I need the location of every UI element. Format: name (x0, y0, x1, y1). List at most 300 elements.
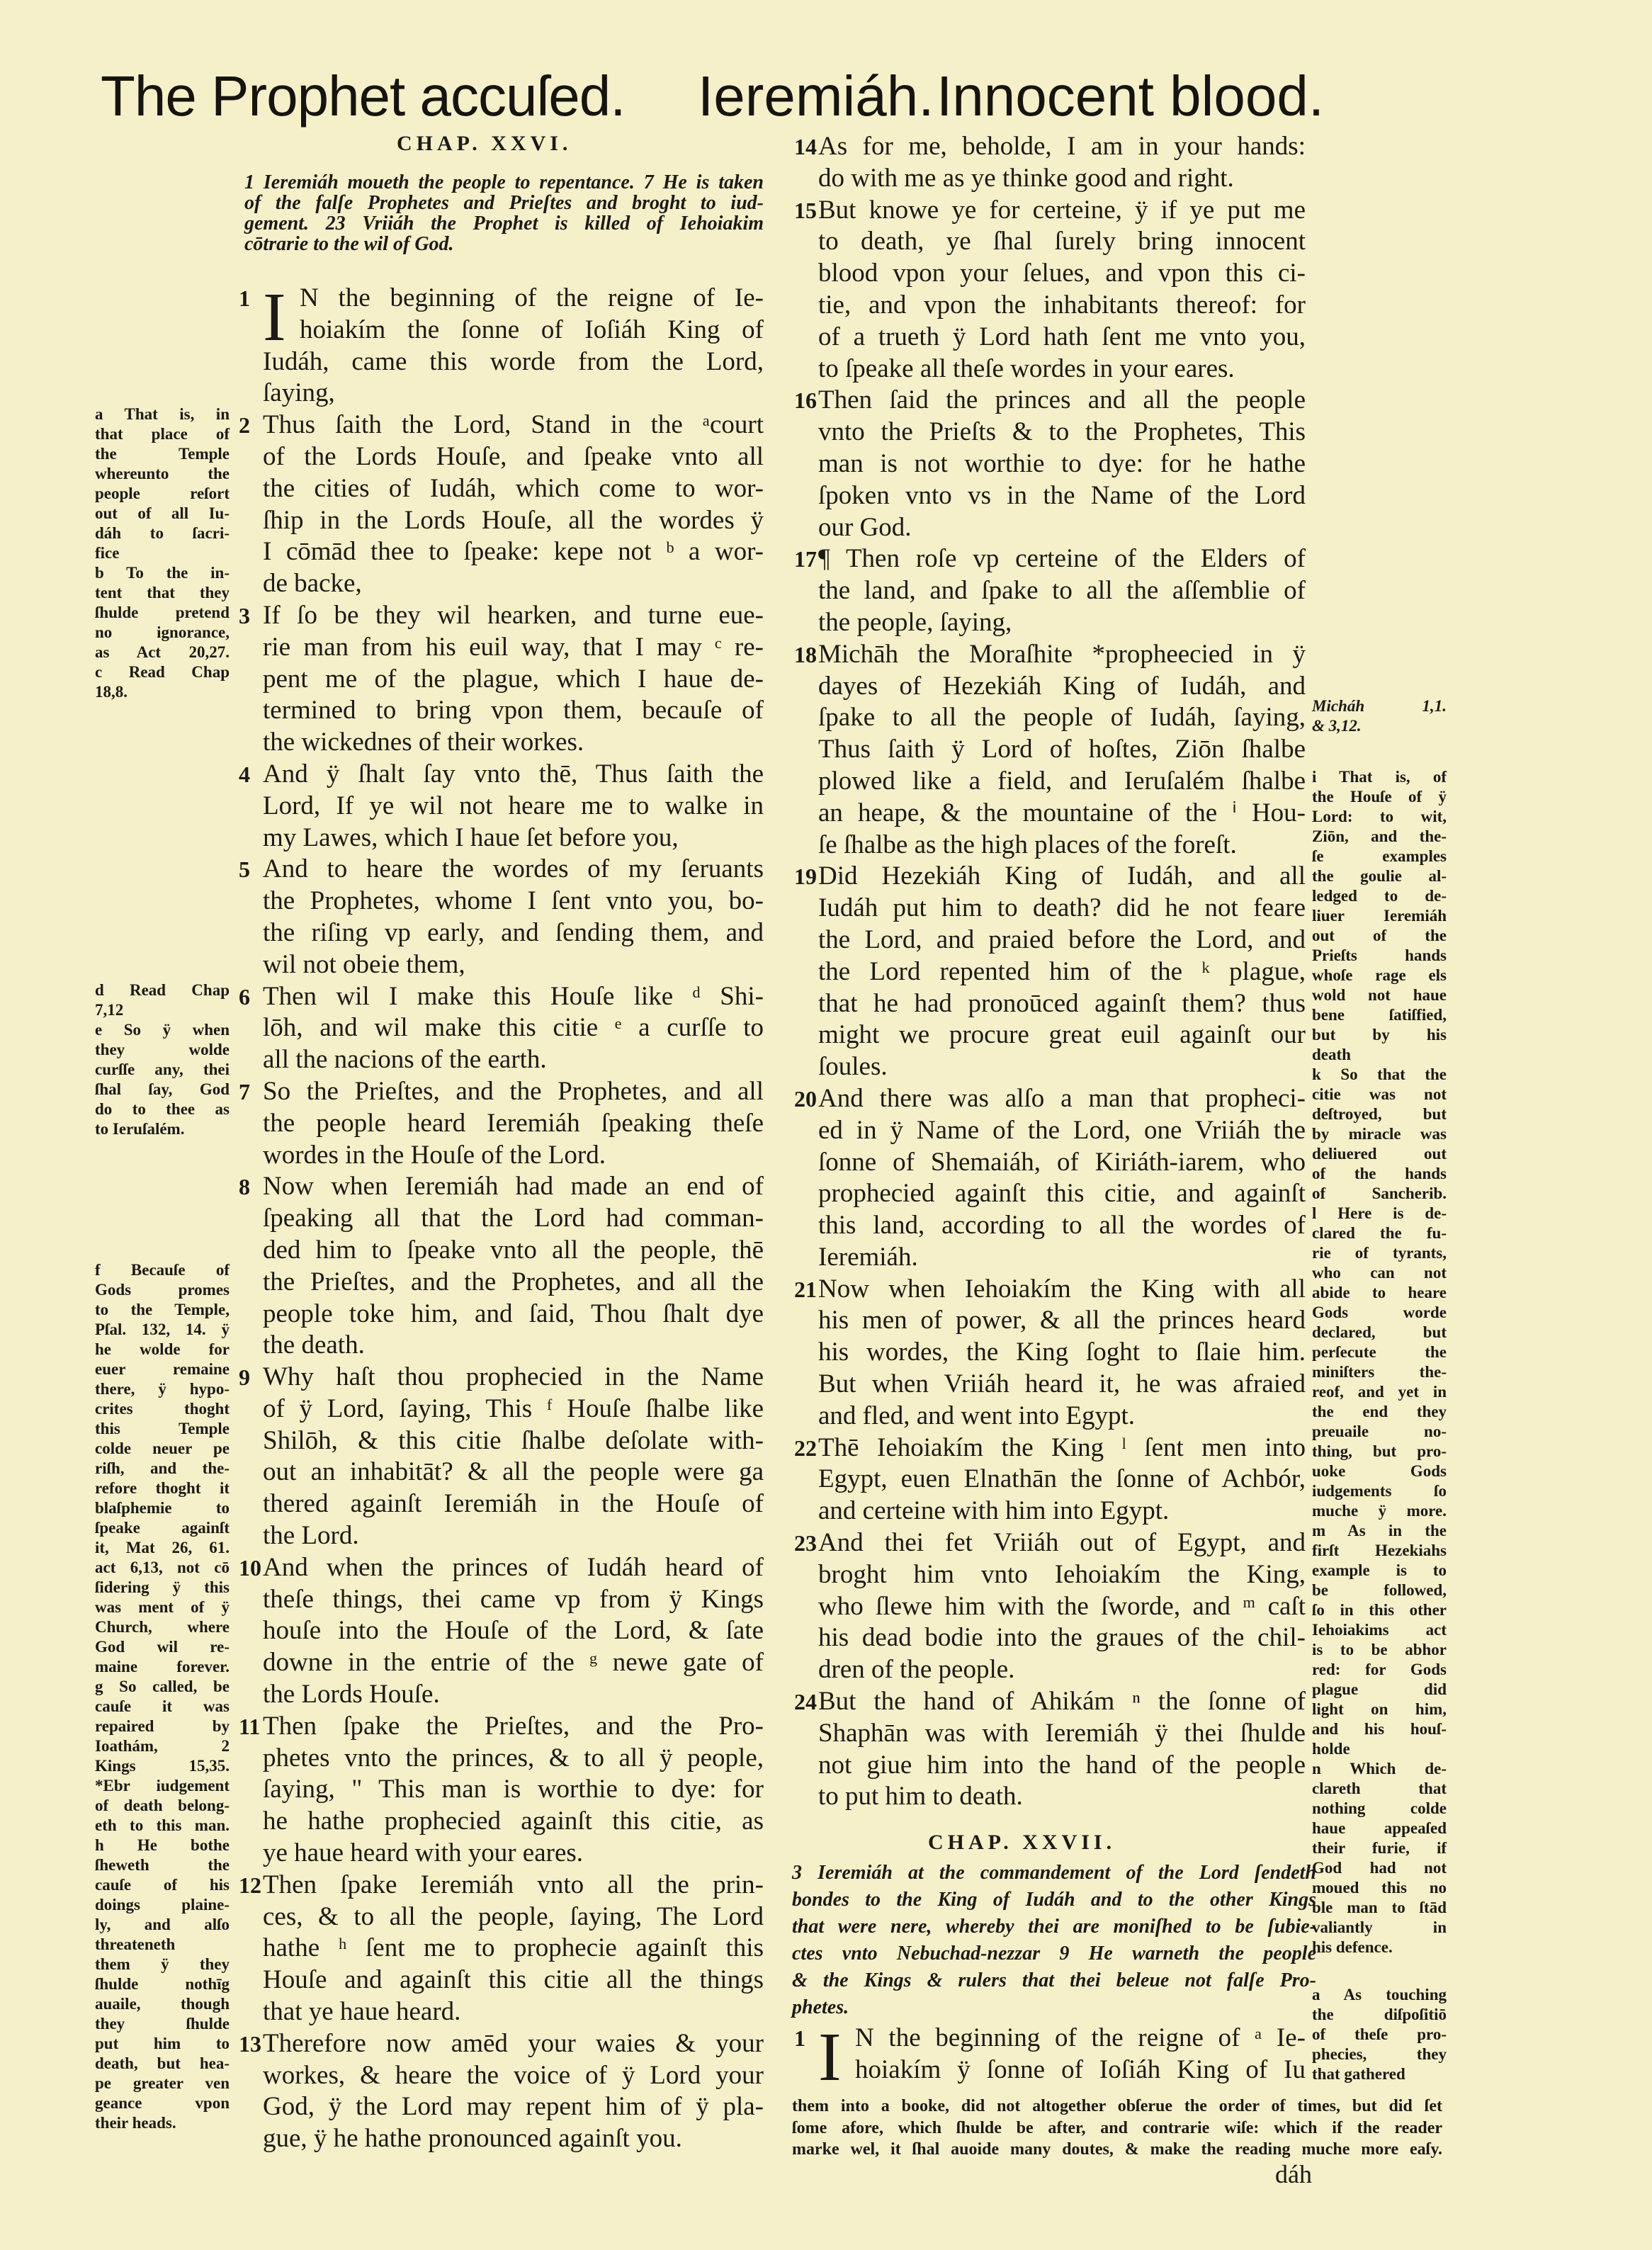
verse-text: And to heare the wordes of my ſeruants (263, 854, 764, 884)
verse-line (818, 1242, 1306, 1274)
note-line: death (1312, 1046, 1351, 1063)
verse-line (263, 664, 764, 696)
note-line: crites thoght (95, 1400, 230, 1418)
verse-text: his men of power, & all the princes heard (818, 1306, 1306, 1335)
verse-number: 18 (794, 641, 817, 667)
note-line: the Houſe of ÿ (1312, 788, 1447, 805)
note-line: muche ÿ more. (1312, 1502, 1447, 1520)
verse-text: ſaying, (263, 378, 335, 408)
note-line: firſt Hezekiahs (1312, 1542, 1447, 1559)
verse-line (263, 568, 764, 600)
summary-line: gement. 23 Vriiáh the Prophet is killed of Iehoiakim (244, 213, 764, 234)
verse-line (818, 1559, 1306, 1591)
note-line: of Sancherib. (1312, 1185, 1447, 1202)
note-line: whoſe rage els (1312, 966, 1447, 984)
verse-line (263, 1933, 764, 1964)
verse-text: the Lord. (263, 1521, 359, 1551)
verse-line (263, 1140, 764, 1172)
verse-line (263, 1488, 764, 1520)
verse-number: 14 (794, 134, 817, 159)
note-line: rie of tyrants, (1312, 1244, 1447, 1262)
verse-text: houſe into the Houſe of the Lord, & ſate (263, 1616, 764, 1646)
note-line: ſhulde nothīg (95, 1975, 230, 1993)
note-line: uoke Gods (1312, 1462, 1447, 1480)
note-line: refore thoght it (95, 1479, 230, 1497)
verse-text: But the hand of Ahikám ⁿ the ſonne of (818, 1687, 1306, 1717)
note-line: marke wel, it ſhal auoide many doutes, & make the reading muche more eaſy. (792, 2140, 1442, 2159)
verse-line (818, 448, 1306, 480)
verse-line (818, 1115, 1306, 1147)
verse-text: the Lords Houſe. (263, 1680, 440, 1709)
verse-line (263, 2060, 764, 2092)
note-line: whereunto the (95, 465, 230, 482)
verse-text: ſpoken vnto vs in the Name of the Lord (818, 480, 1306, 510)
verse-line (263, 1838, 764, 1870)
note-line: ſome afore, which ſhulde be after, and contrarie wiſe: which if the reader (792, 2118, 1442, 2137)
verse-text: and certeine with him into Egypt. (818, 1496, 1170, 1526)
chapter-summary-27 (792, 1860, 1316, 2021)
verse-number: 5 (239, 857, 250, 883)
verse-text: that he had pronoūced againſt them? thus (818, 988, 1306, 1018)
verse-text: pent me of the plague, which I haue de- (263, 664, 764, 694)
verse-line (818, 512, 1306, 544)
verse-line (263, 1330, 764, 1362)
verse-text: downe in the entrie of the ᵍ newe gate of (263, 1648, 764, 1678)
verse-text: N the beginning of the reigne of ᵃ Ie- (855, 2023, 1306, 2052)
note-line: ſhulde pretend (95, 604, 230, 621)
note-line: Ioathám, 2 (95, 1737, 230, 1755)
verse-line (794, 639, 1306, 671)
summary-line: & the Kings & rulers that thei beleue not falſe Pro- (792, 1969, 1316, 1991)
note-line: repaired by (95, 1717, 230, 1735)
verse-text: workes, & heare the voice of ÿ Lord your (263, 2060, 764, 2090)
verse-text: Did Hezekiáh King of Iudáh, and all (818, 861, 1306, 891)
verse-line (794, 385, 1306, 417)
note-line: euer remaine (95, 1360, 230, 1378)
note-line: Gods promes (95, 1281, 230, 1299)
note-line: the Temple (95, 445, 230, 463)
note-line: the end they (1312, 1403, 1447, 1420)
chapter-heading-27: CHAP. XXVII. (928, 1831, 1116, 1854)
note-line: red: for Gods (1312, 1661, 1447, 1678)
note-line: moued this no (1312, 1879, 1447, 1896)
note-line: threateneth (95, 1935, 176, 1953)
note-line: maine forever. (95, 1658, 230, 1675)
verse-line (263, 632, 764, 664)
verse-text: gue, ÿ he hathe pronounced againſt you. (263, 2124, 682, 2154)
verse-line (794, 543, 1306, 575)
margin-note-left (95, 980, 230, 1139)
note-line: the diſpoſitiō (1312, 2006, 1447, 2023)
verse-line (239, 2028, 764, 2060)
verse-line (263, 1615, 764, 1647)
verse-line (239, 600, 764, 632)
note-line: b To the in- (95, 564, 230, 582)
note-line: they ſhulde (95, 2015, 230, 2033)
note-line: reof, and yet in (1312, 1383, 1447, 1401)
note-line: a As touching (1312, 1986, 1447, 2003)
note-line: a That is, in (95, 405, 230, 423)
verse-text: God, ÿ the Lord may repent him of ÿ pla- (263, 2092, 764, 2122)
verse-line (818, 1496, 1306, 1527)
verse-line (263, 1964, 764, 1996)
verse-line (818, 1369, 1306, 1401)
note-line: iudgements ſo (1312, 1482, 1447, 1500)
verse-text: Iudáh, came this worde from the Lord, (263, 346, 764, 376)
verse-line (263, 2123, 764, 2155)
margin-note-right (1312, 1985, 1447, 2084)
verse-line (263, 2091, 764, 2123)
left-text-column (239, 279, 764, 2155)
note-line: example is to (1312, 1561, 1447, 1579)
verse-text: the wickednes of their workes. (263, 728, 584, 757)
verse-text: Houſe and againſt this citie all the things (263, 1965, 764, 1995)
verse-text: As for me, beholde, I am in your hands: (818, 132, 1306, 161)
verse-line (818, 607, 1306, 639)
verse-text: Thē Iehoiakím the King ˡ ſent men into (818, 1432, 1306, 1462)
drop-capital: I (263, 279, 286, 356)
note-line: people reſort (95, 485, 230, 502)
note-line: auaile, though (95, 1995, 230, 2013)
note-line: out of all Iu- (95, 504, 230, 522)
verse-text: and fled, and went into Egypt. (818, 1401, 1135, 1430)
note-line: & 3,12. (1312, 717, 1362, 735)
verse-line (818, 893, 1306, 925)
verse-number: 9 (239, 1364, 250, 1391)
verse-line (263, 822, 764, 854)
verse-number: 13 (239, 2030, 261, 2057)
verse-text: wil not obeie them, (263, 949, 465, 979)
note-line: as Act 20,27. (95, 643, 230, 661)
verse-text: And when the princes of Iudáh heard of (263, 1552, 764, 1582)
note-line: ble man to ſtād (1312, 1899, 1447, 1916)
note-line: light on him, (1312, 1700, 1447, 1718)
verse-line (263, 505, 764, 537)
note-line: their heads. (95, 2114, 176, 2132)
verse-text: lōh, and wil make this citie ᵉ a curſſe to (263, 1013, 764, 1043)
note-line: deſtroyed, but (1312, 1105, 1447, 1123)
chapter-heading-26: CHAP. XXVI. (397, 132, 572, 155)
verse-number: 24 (794, 1689, 817, 1715)
verse-number: 23 (794, 1530, 817, 1556)
summary-line: 3 Ieremiáh at the commandement of the Lord ſendeth (792, 1862, 1316, 1884)
verse-line (794, 1432, 1306, 1464)
verse-text: all the nacions of the earth. (263, 1045, 547, 1075)
verse-line (818, 258, 1306, 290)
note-line: they wolde (95, 1041, 230, 1058)
verse-number: 6 (239, 983, 250, 1010)
note-line: Gods worde (1312, 1304, 1447, 1321)
verse-line (818, 1147, 1306, 1179)
verse-line (263, 949, 764, 981)
verse-line (239, 1552, 764, 1584)
verse-text: hoiakím ÿ ſonne of Ioſiáh King of Iu (855, 2054, 1306, 2084)
note-line: clareth that (1312, 1780, 1447, 1797)
note-line: holde (1312, 1740, 1350, 1758)
note-line: was ment of ÿ (95, 1598, 230, 1616)
note-line: is to be abhor (1312, 1641, 1447, 1658)
note-line: bene ſatiſfied, (1312, 1006, 1447, 1024)
verse-text: dayes of Hezekiáh King of Iudáh, and (818, 671, 1306, 701)
summary-line: cōtrarie to the wil of God. (244, 233, 454, 255)
verse-text: ces, & to all the people, ſaying, The Lord (263, 1901, 764, 1931)
verse-text: his dead bodie into the graues of the chil- (818, 1623, 1306, 1653)
catchword: dáh (1275, 2160, 1312, 2188)
verse-number: 11 (239, 1713, 261, 1739)
verse-text: Then ſpake the Prieſtes, and the Pro- (263, 1711, 764, 1741)
note-line: them into a booke, did not altogether obſerue the order of times, but did ſet (792, 2097, 1442, 2115)
verse-text: the cities of Iudáh, which come to wor- (263, 473, 764, 503)
verse-text: people toke him, and ſaid, Thou ſhalt dye (263, 1299, 764, 1328)
verse-text: to ſpeake all theſe wordes in your eares. (818, 354, 1235, 383)
verse-text: Now when Iehoiakím the King with all (818, 1274, 1306, 1304)
note-line: and his houſ- (1312, 1720, 1447, 1738)
note-line: nothing colde (1312, 1799, 1447, 1817)
verse-number: 20 (794, 1085, 817, 1112)
verse-text: Thus ſaith the Lord, Stand in the ᵃcourt (263, 410, 764, 440)
verse-line (263, 1299, 764, 1330)
note-line: cauſe it was (95, 1697, 230, 1715)
note-line: no ignorance, (95, 623, 230, 641)
note-line: but by his (1312, 1026, 1447, 1044)
verse-text: termined to bring vpon them, becauſe of (263, 696, 764, 725)
note-continuation (792, 2096, 1442, 2161)
verse-text: vnto the Prieſts & to the Prophetes, This (818, 417, 1306, 447)
verse-text: Therefore now amēd your waies & your (263, 2028, 764, 2058)
verse-text: ſonne of Shemaiáh, of Kiriáth-iarem, who (818, 1147, 1306, 1177)
verse-line (263, 1806, 764, 1838)
verse-line (263, 1901, 764, 1933)
verse-line (263, 791, 764, 822)
note-line: this Temple (95, 1420, 230, 1437)
verse-text: Shaphān was with Ieremiáh ÿ thei ſhulde (818, 1718, 1306, 1748)
note-line: *Ebr iudgement (95, 1777, 230, 1794)
note-line: ſidering ÿ this (95, 1578, 230, 1596)
note-line: 18,8. (95, 683, 128, 701)
verse-text: might we procure great euil againſt our (818, 1020, 1306, 1050)
verse-text: of a trueth ÿ Lord hath ſent me vnto you, (818, 322, 1306, 351)
note-line: God wil re- (95, 1638, 230, 1656)
verse-text: wordes in the Houſe of the Lord. (263, 1140, 606, 1170)
verse-text: ſpeaking all that the Lord had comman- (263, 1204, 764, 1233)
margin-note-left (95, 405, 230, 702)
verse-line (818, 798, 1306, 830)
verse-number: 17 (794, 546, 817, 572)
summary-line: phetes. (792, 1996, 849, 2018)
note-line: Pſal. 132, 14. ÿ (95, 1321, 230, 1338)
verse-line (818, 925, 1306, 956)
verse-text: of the Lords Houſe, and ſpeake vnto all (263, 441, 764, 471)
note-line: haue appeaſed (1312, 1819, 1447, 1837)
verse-line (263, 886, 764, 917)
verse-line (239, 981, 764, 1013)
verse-text: he hathe prophecied againſt this citie, as (263, 1807, 764, 1836)
verse-text: our God. (818, 512, 912, 542)
verse-text: ſpake to all the people of Iudáh, ſaying, (818, 703, 1306, 733)
note-line: tent that they (95, 584, 230, 601)
chapter-27-text (794, 2019, 1306, 2096)
verse-text: hoiakím the ſonne of Ioſiáh King of (300, 315, 764, 344)
note-line: ſpeake againſt (95, 1519, 230, 1537)
verse-line (818, 1305, 1306, 1337)
verse-text: this land, according to all the wordes of (818, 1211, 1306, 1240)
verse-line (263, 695, 764, 727)
note-line: death, but hea- (95, 2054, 230, 2072)
verse-text: Shilōh, & this citie ſhalbe deſolate with- (263, 1425, 764, 1455)
verse-text: Egypt, euen Elnathān the ſonne of Achbór, (818, 1464, 1306, 1494)
note-line: liuer Ieremiáh (1312, 907, 1447, 925)
verse-text: plowed like a field, and Ieruſalém ſhalbe (818, 766, 1306, 796)
verse-line (263, 346, 764, 378)
cross-reference-note (1312, 696, 1447, 736)
verse-text: So the Prieſtes, and the Prophetes, and all (263, 1076, 764, 1106)
note-line: Kings 15,35. (95, 1757, 230, 1775)
verse-line (794, 1527, 1306, 1559)
verse-text: But knowe ye for certeine, ÿ if ye put me (818, 195, 1306, 225)
note-line: Ziōn, and the- (1312, 827, 1447, 845)
verse-text: Then ſaid the princes and all the people (818, 385, 1306, 415)
verse-text: an heape, & the mountaine of the ⁱ Hou- (818, 798, 1306, 827)
verse-line (263, 1108, 764, 1140)
verse-line (818, 417, 1306, 448)
verse-line (263, 727, 764, 759)
verse-text: I cōmād thee to ſpeake: kepe not ᵇ a wor- (263, 537, 764, 567)
verse-text: the people heard Ieremiáh ſpeaking theſe (263, 1108, 764, 1138)
verse-text: my Lawes, which I haue ſet before you, (263, 822, 679, 852)
verse-text: the riſing vp early, and ſending them, and (263, 917, 764, 947)
verse-line (263, 1774, 764, 1806)
verse-text: ye haue heard with your eares. (263, 1838, 584, 1868)
note-line: his defence. (1312, 1938, 1393, 1956)
verse-text: of ÿ Lord, ſaying, This ᶠ Houſe ſhalbe like (263, 1393, 764, 1423)
note-line: them ÿ they (95, 1955, 230, 1973)
note-line: wold not haue (1312, 986, 1447, 1004)
verse-number: 1 (239, 286, 250, 311)
verse-line (239, 1870, 764, 1901)
verse-number: 22 (794, 1435, 817, 1461)
verse-line (818, 1718, 1306, 1750)
note-line: c Read Chap (95, 663, 230, 681)
note-line: preuaile no- (1312, 1423, 1447, 1440)
verse-number: 3 (239, 602, 250, 628)
note-line: geance vpon (95, 2094, 230, 2112)
verse-line (818, 290, 1306, 322)
note-line: valiantly in (1312, 1918, 1447, 1936)
note-line: g So called, be (95, 1678, 230, 1695)
summary-line: that were nere, whereby thei are moniſhed to be ſubie- (792, 1916, 1316, 1938)
verse-number: 19 (794, 864, 817, 890)
verse-line (239, 1171, 764, 1203)
verse-text: his wordes, the King ſoght to ſlaie him. (818, 1338, 1306, 1367)
verse-number: 8 (239, 1174, 250, 1200)
verse-line (263, 378, 764, 409)
running-head-right: Innocent blood. (937, 64, 1325, 128)
verse-line (818, 702, 1306, 734)
verse-line (818, 163, 1306, 195)
verse-line (263, 1012, 764, 1044)
verse-text: prophecied againſt this citie, and againſt (818, 1179, 1306, 1209)
verse-text: broght him vnto Iehoiakím the King, (818, 1559, 1306, 1589)
verse-text: to put him to death. (818, 1782, 1023, 1811)
note-line: e So ÿ when (95, 1021, 230, 1039)
verse-line (239, 854, 764, 886)
verse-number: 16 (794, 388, 817, 414)
verse-line (263, 1584, 764, 1616)
verse-line (263, 1679, 764, 1711)
verse-line (818, 226, 1306, 258)
note-line: ly, and alſo (95, 1916, 230, 1933)
verse-text: who ſlewe him with the ſworde, and ᵐ caſt (818, 1591, 1306, 1621)
verse-line (818, 766, 1306, 798)
note-line: be followed, (1312, 1581, 1447, 1599)
verse-text: ded him to ſpeake vnto all the people, thē (263, 1235, 764, 1265)
note-line: perſecute the (1312, 1343, 1447, 1361)
verse-line (239, 759, 764, 791)
verse-line (263, 1393, 764, 1425)
note-line: Micháh 1,1. (1312, 697, 1447, 715)
note-line: ſhal ſay, God (95, 1080, 230, 1098)
note-line: there, ÿ hypo- (95, 1380, 230, 1398)
verse-line (818, 1210, 1306, 1242)
note-line: miniſters the- (1312, 1363, 1447, 1381)
verse-line (818, 734, 1306, 766)
verse-number: 7 (239, 1078, 250, 1104)
summary-line: ctes vnto Nebuchad-nezzar 9 He warneth the people (792, 1943, 1316, 1964)
note-line: riſh, and the- (95, 1459, 230, 1477)
note-line: thing, but pro- (1312, 1442, 1447, 1460)
verse-line (818, 1401, 1306, 1432)
verse-line (818, 322, 1306, 354)
verse-line (818, 671, 1306, 703)
note-line: pe greater ven (95, 2074, 230, 2092)
verse-text: out an inhabitāt? & all the people were ga (263, 1457, 764, 1487)
verse-line (818, 2054, 1306, 2086)
note-line: phecies, they (1312, 2045, 1447, 2063)
note-line: who can not (1312, 1264, 1447, 1282)
verse-text: tie, and vpon the inhabitants thereof: for (818, 290, 1306, 320)
note-line: by miracle was (1312, 1125, 1447, 1143)
verse-number: 10 (239, 1554, 261, 1581)
verse-text: ſoules. (818, 1052, 888, 1082)
note-line: that place of (95, 425, 230, 443)
verse-text: But when Vriiáh heard it, he was afraied (818, 1369, 1306, 1399)
running-head-book: Ieremiáh. (698, 64, 934, 128)
verse-line (263, 1743, 764, 1775)
verse-line (263, 1425, 764, 1457)
verse-line (263, 473, 764, 505)
verse-text: Then ſpake Ieremiáh vnto all the prin- (263, 1870, 764, 1899)
verse-line (263, 917, 764, 949)
note-line: eth to this man. (95, 1816, 230, 1834)
verse-text: Thus ſaith ÿ Lord of hoſtes, Ziōn ſhalbe (818, 735, 1306, 764)
verse-line (263, 1647, 764, 1679)
verse-line (263, 1520, 764, 1552)
verse-text: And ÿ ſhalt ſay vnto thē, Thus ſaith the (263, 759, 764, 788)
verse-number: 15 (794, 197, 817, 223)
verse-text: Ieremiáh. (818, 1242, 918, 1272)
verse-text: N the beginning of the reigne of Ie- (300, 283, 764, 312)
note-line: n Which de- (1312, 1760, 1447, 1777)
note-line: i That is, of (1312, 768, 1447, 786)
note-line: 7,12 (95, 1001, 124, 1019)
verse-line (818, 1019, 1306, 1051)
verse-text: dren of the people. (818, 1655, 1015, 1685)
verse-line (794, 1686, 1306, 1718)
verse-line (818, 1750, 1306, 1782)
note-line: out of the (1312, 927, 1447, 944)
note-line: Iehoiakims act (1312, 1621, 1447, 1639)
verse-number: 1 (794, 2025, 805, 2051)
